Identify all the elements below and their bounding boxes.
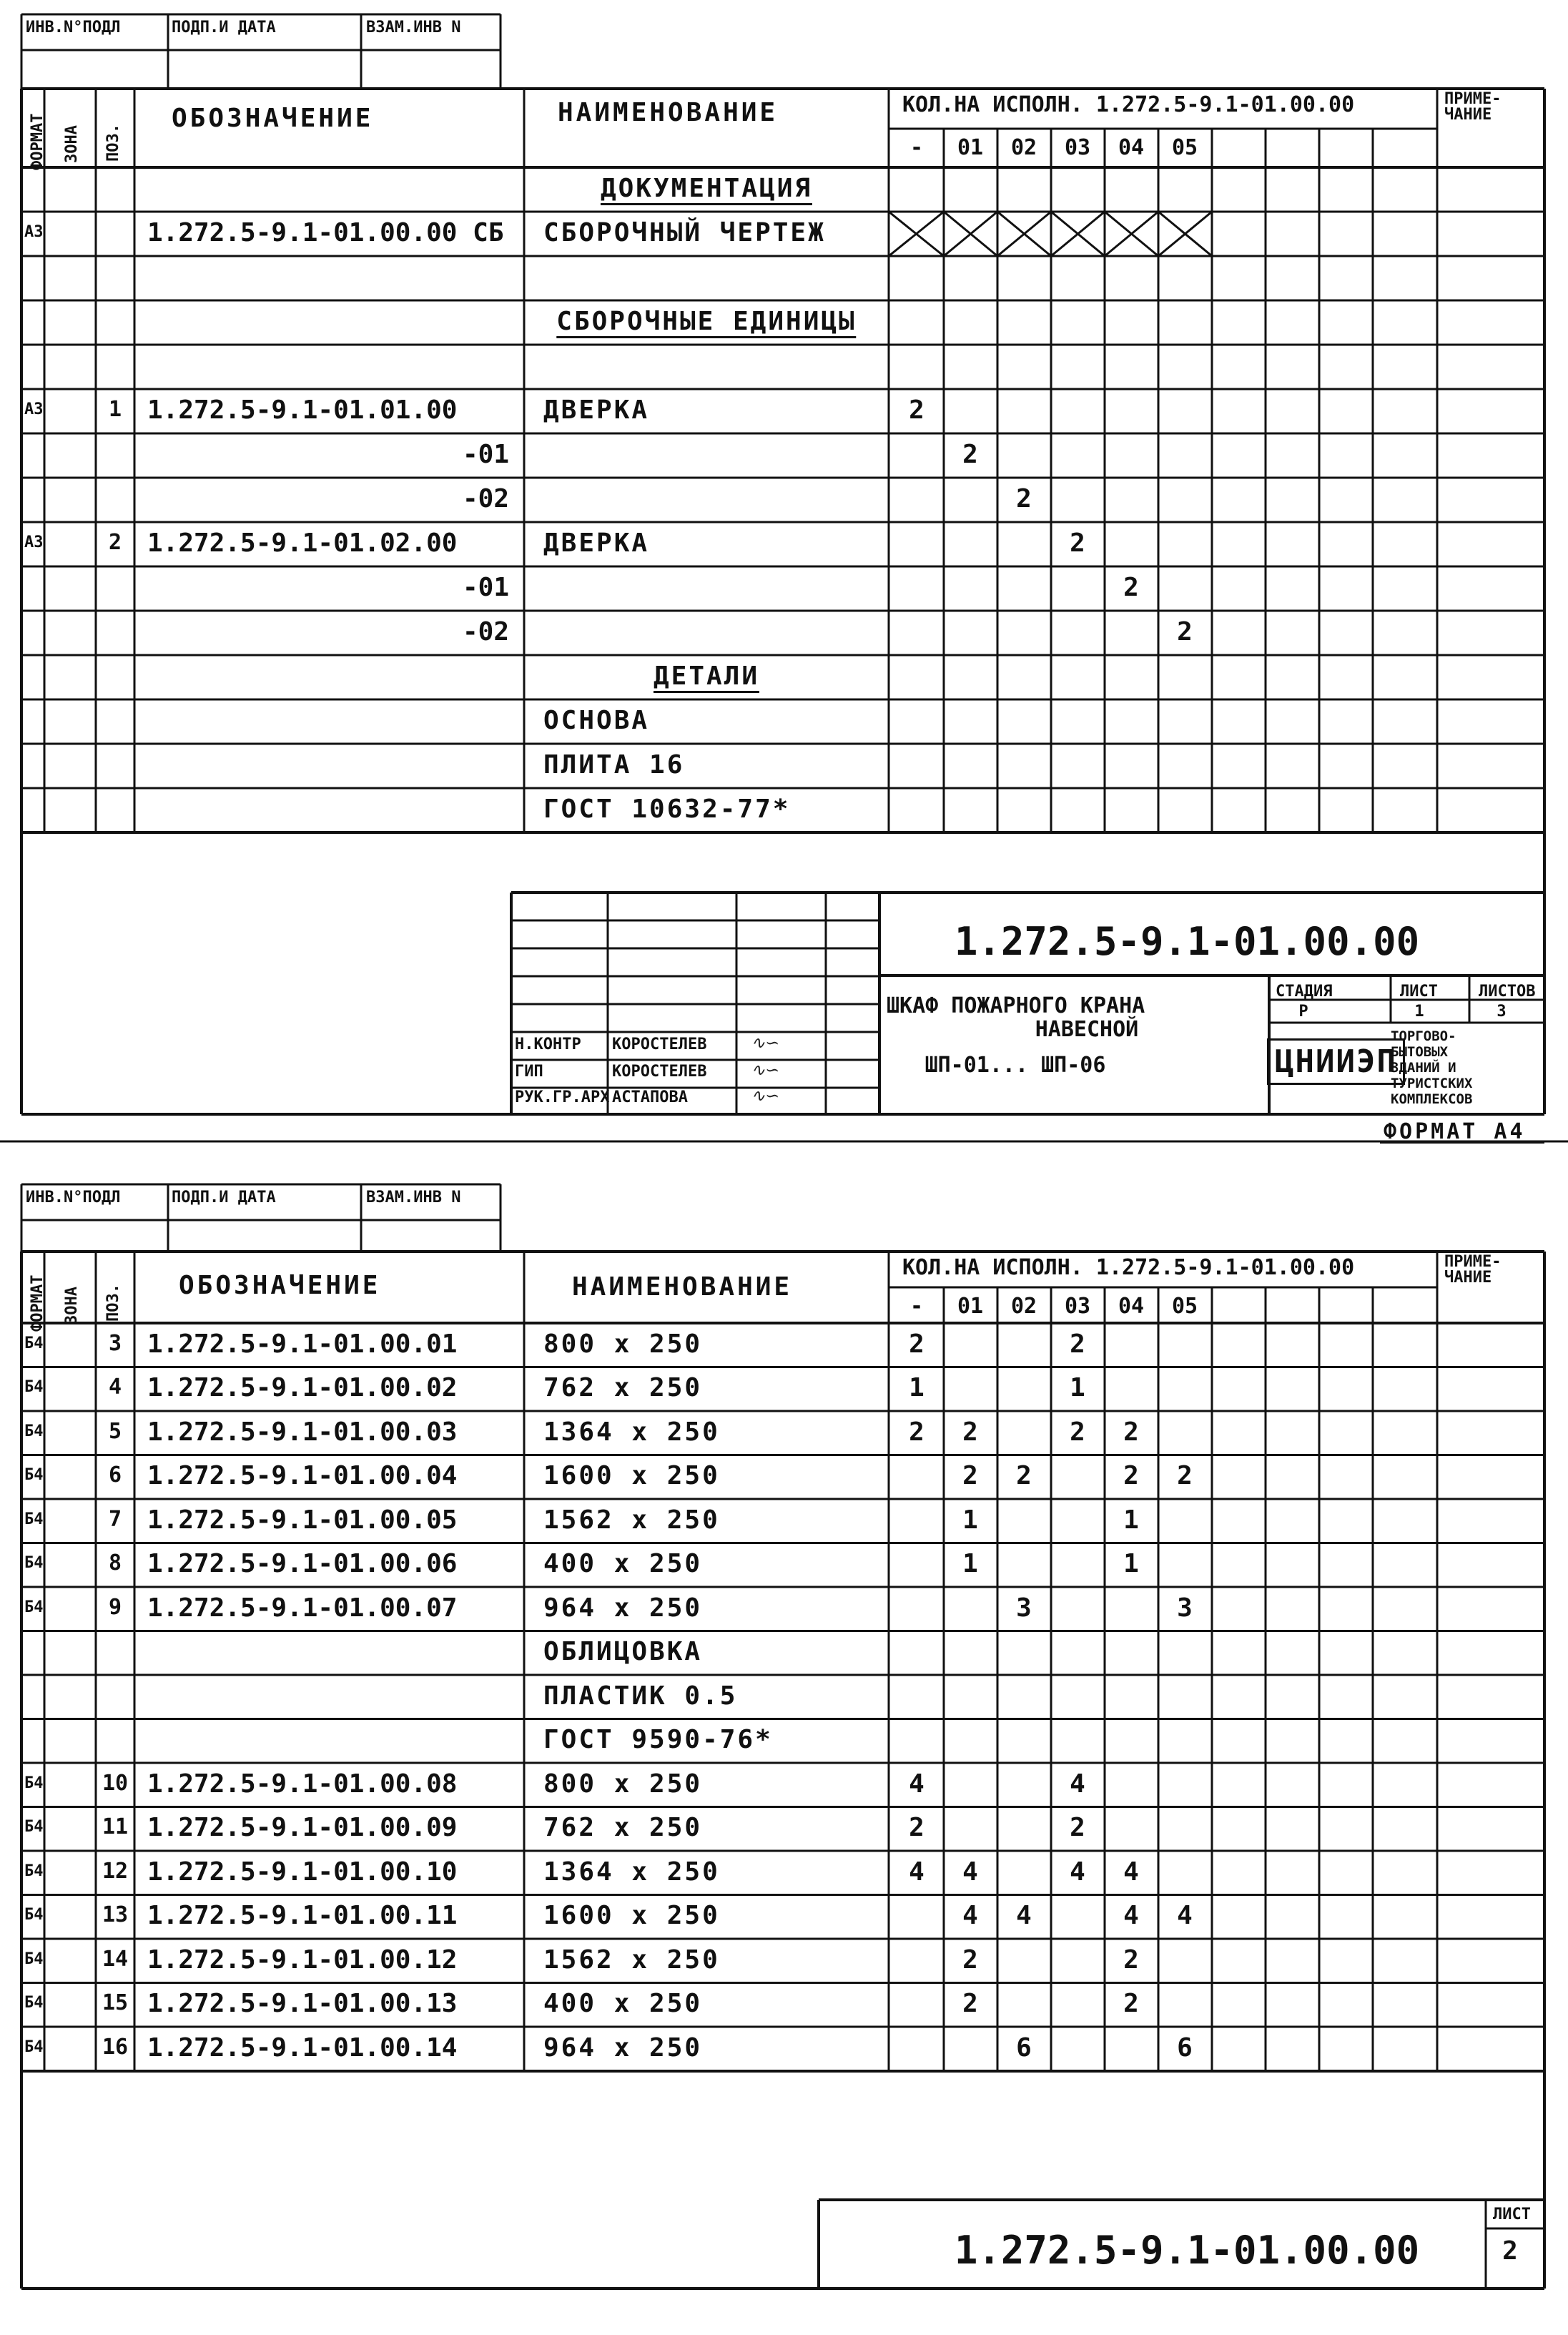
pos-cell: 16 bbox=[102, 2035, 129, 2060]
variant-header-2: 02 bbox=[1010, 135, 1037, 160]
org-logo: ЦНИИЭП bbox=[1267, 1038, 1405, 1085]
designation-cell: 1.272.5-9.1-01.00.04 bbox=[147, 1461, 458, 1490]
stage-value: Р bbox=[1298, 1003, 1308, 1021]
name-cell: 964 x 250 bbox=[543, 2033, 703, 2063]
qty-cell: 4 bbox=[909, 1857, 924, 1887]
name-cell: ОСНОВА bbox=[543, 706, 650, 735]
pos-cell: 9 bbox=[108, 1595, 122, 1620]
designation-cell: 1.272.5-9.1-01.00.03 bbox=[147, 1417, 458, 1447]
name-cell: 1562 x 250 bbox=[543, 1505, 720, 1535]
qty-cell: 4 bbox=[962, 1857, 978, 1887]
stage-label: СТАДИЯ bbox=[1276, 983, 1333, 1001]
qty-cell: 2 bbox=[962, 1417, 978, 1447]
format-cell: Б4 bbox=[24, 1906, 44, 1924]
pos-cell: 7 bbox=[108, 1507, 122, 1532]
qty-cell: 3 bbox=[1177, 1593, 1193, 1623]
qty-cell: 4 bbox=[1123, 1901, 1139, 1930]
qty-cell: 4 bbox=[1123, 1857, 1139, 1887]
qty-cell: 4 bbox=[1070, 1769, 1085, 1799]
org-name-line: ТОРГОВО- bbox=[1391, 1028, 1456, 1044]
qty-cell: 1 bbox=[909, 1373, 924, 1402]
qty-cell: 2 bbox=[1123, 573, 1139, 602]
sheets-value: 3 bbox=[1496, 1003, 1507, 1021]
name-cell: ДОКУМЕНТАЦИЯ bbox=[601, 176, 812, 205]
format-cell: Б4 bbox=[24, 1774, 44, 1792]
sign-date-label: ПОДП.И ДАТА bbox=[172, 19, 276, 36]
sign-date-label: ПОДП.И ДАТА bbox=[172, 1189, 276, 1206]
pos-cell: 2 bbox=[108, 530, 122, 555]
variant-header-4: 04 bbox=[1118, 135, 1145, 160]
designation-cell: 1.272.5-9.1-01.02.00 bbox=[147, 529, 458, 558]
org-name-line: ЗДАНИЙ И bbox=[1391, 1060, 1456, 1076]
qty-cell: 2 bbox=[1016, 484, 1032, 513]
designation-cell: 1.272.5-9.1-01.00.07 bbox=[147, 1593, 458, 1623]
note-header: ПРИМЕ-ЧАНИЕ bbox=[1444, 1253, 1502, 1287]
qty-cell: 2 bbox=[962, 1461, 978, 1490]
pos-cell: 4 bbox=[108, 1375, 122, 1400]
qty-cell: 2 bbox=[1123, 1417, 1139, 1447]
pos-cell: 10 bbox=[102, 1771, 129, 1796]
qty-cell: 2 bbox=[1070, 529, 1085, 558]
qty-cell: 2 bbox=[1016, 1461, 1032, 1490]
zone-header: ЗОНА bbox=[63, 125, 81, 163]
format-cell: Б4 bbox=[24, 1994, 44, 2012]
designation-cell: 1.272.5-9.1-01.00.05 bbox=[147, 1505, 458, 1535]
qty-cell: 2 bbox=[1177, 1461, 1193, 1490]
qty-header: КОЛ.НА ИСПОЛН. 1.272.5-9.1-01.00.00 bbox=[902, 92, 1355, 117]
name-cell: 400 x 250 bbox=[543, 1549, 703, 1578]
role-person: КОРОСТЕЛЕВ bbox=[612, 1036, 707, 1053]
sheet-label: ЛИСТ bbox=[1493, 2206, 1531, 2223]
pos-cell: 15 bbox=[102, 1990, 129, 2015]
pos-cell: 14 bbox=[102, 1947, 129, 1972]
replace-label: ВЗАМ.ИНВ N bbox=[366, 1189, 461, 1206]
title-line-3: ШП-01... ШП-06 bbox=[924, 1053, 1106, 1078]
name-header: НАИМЕНОВАНИЕ bbox=[558, 98, 779, 127]
format-cell: А3 bbox=[24, 223, 44, 241]
name-cell: 1364 x 250 bbox=[543, 1857, 720, 1887]
variant-header-0: - bbox=[909, 1294, 924, 1319]
designation-cell: 1.272.5-9.1-01.00.10 bbox=[147, 1857, 458, 1887]
replace-label: ВЗАМ.ИНВ N bbox=[366, 19, 461, 36]
note-header: ПРИМЕ-ЧАНИЕ bbox=[1444, 90, 1502, 124]
format-cell: Б4 bbox=[24, 1422, 44, 1440]
pos-cell: 11 bbox=[102, 1814, 129, 1839]
role-person: КОРОСТЕЛЕВ bbox=[612, 1063, 707, 1081]
role-label: ГИП bbox=[515, 1063, 543, 1081]
qty-cell: 2 bbox=[1123, 1461, 1139, 1490]
format-cell: Б4 bbox=[24, 1554, 44, 1572]
cross-mark bbox=[889, 212, 944, 256]
qty-cell: 1 bbox=[1123, 1505, 1139, 1535]
variant-header-5: 05 bbox=[1171, 1294, 1198, 1319]
qty-cell: 2 bbox=[1123, 1989, 1139, 2018]
name-cell: 800 x 250 bbox=[543, 1769, 703, 1799]
designation-cell: -01 bbox=[462, 440, 509, 469]
qty-cell: 2 bbox=[909, 1813, 924, 1842]
variant-header-1: 01 bbox=[957, 135, 984, 160]
qty-cell: 3 bbox=[1016, 1593, 1032, 1623]
cross-mark bbox=[1158, 212, 1212, 256]
pos-cell: 3 bbox=[108, 1331, 122, 1356]
designation-cell: 1.272.5-9.1-01.00.13 bbox=[147, 1989, 458, 2018]
name-cell: ДВЕРКА bbox=[543, 395, 650, 425]
name-cell: 1562 x 250 bbox=[543, 1945, 720, 1975]
title-line-1: ШКАФ ПОЖАРНОГО КРАНА bbox=[887, 993, 1145, 1018]
zone-header: ЗОНА bbox=[63, 1287, 81, 1324]
designation-cell: 1.272.5-9.1-01.00.14 bbox=[147, 2033, 458, 2063]
cross-mark bbox=[997, 212, 1051, 256]
designation-cell: 1.272.5-9.1-01.00.02 bbox=[147, 1373, 458, 1402]
pos-header: ПОЗ. bbox=[104, 1284, 122, 1322]
role-label: Н.КОНТР bbox=[515, 1036, 581, 1053]
format-cell: А3 bbox=[24, 400, 44, 418]
pos-cell: 12 bbox=[102, 1859, 129, 1884]
designation-cell: 1.272.5-9.1-01.01.00 bbox=[147, 395, 458, 425]
title-line-2: НАВЕСНОЙ bbox=[1035, 1017, 1139, 1042]
pos-cell: 5 bbox=[108, 1419, 122, 1444]
designation-cell: 1.272.5-9.1-01.00.00 СБ bbox=[147, 218, 504, 247]
name-cell: 400 x 250 bbox=[543, 1989, 703, 2018]
format-label: ФОРМАТ А4 bbox=[1384, 1119, 1526, 1144]
qty-cell: 4 bbox=[962, 1901, 978, 1930]
designation-cell: 1.272.5-9.1-01.00.06 bbox=[147, 1549, 458, 1578]
designation-cell: -02 bbox=[462, 484, 509, 513]
pos-header: ПОЗ. bbox=[104, 124, 122, 162]
name-cell: СБОРОЧНЫЕ ЕДИНИЦЫ bbox=[556, 309, 856, 338]
signature: ∿∽ bbox=[751, 1033, 780, 1053]
sheets-label: ЛИСТОВ bbox=[1479, 983, 1536, 1001]
cross-mark bbox=[1051, 212, 1105, 256]
name-cell: 800 x 250 bbox=[543, 1329, 703, 1359]
designation-cell: -01 bbox=[462, 573, 509, 602]
qty-cell: 1 bbox=[1070, 1373, 1085, 1402]
designation-cell: 1.272.5-9.1-01.00.08 bbox=[147, 1769, 458, 1799]
designation-cell: 1.272.5-9.1-01.00.01 bbox=[147, 1329, 458, 1359]
designation-cell: 1.272.5-9.1-01.00.09 bbox=[147, 1813, 458, 1842]
name-cell: ГОСТ 10632-77* bbox=[543, 795, 791, 824]
qty-cell: 1 bbox=[962, 1549, 978, 1578]
name-cell: ГОСТ 9590-76* bbox=[543, 1725, 773, 1754]
variant-header-3: 03 bbox=[1064, 1294, 1091, 1319]
name-cell: 762 x 250 bbox=[543, 1813, 703, 1842]
qty-cell: 4 bbox=[1016, 1901, 1032, 1930]
pos-cell: 1 bbox=[108, 397, 122, 422]
spec-sheet-2 bbox=[0, 1173, 1568, 2335]
variant-header-1: 01 bbox=[957, 1294, 984, 1319]
name-cell: ДВЕРКА bbox=[543, 529, 650, 558]
format-cell: Б4 bbox=[24, 1598, 44, 1616]
format-cell: Б4 bbox=[24, 1466, 44, 1484]
variant-header-5: 05 bbox=[1171, 135, 1198, 160]
designation-cell: 1.272.5-9.1-01.00.11 bbox=[147, 1901, 458, 1930]
format-cell: А3 bbox=[24, 534, 44, 551]
qty-cell: 2 bbox=[962, 440, 978, 469]
qty-cell: 2 bbox=[909, 395, 924, 425]
qty-cell: 2 bbox=[962, 1989, 978, 2018]
designation-cell: 1.272.5-9.1-01.00.12 bbox=[147, 1945, 458, 1975]
name-cell: ПЛИТА 16 bbox=[543, 750, 685, 780]
qty-cell: 2 bbox=[909, 1329, 924, 1359]
format-cell: Б4 bbox=[24, 2038, 44, 2056]
format-cell: Б4 bbox=[24, 1950, 44, 1968]
variant-header-2: 02 bbox=[1010, 1294, 1037, 1319]
org-name-line: БЫТОВЫХ bbox=[1391, 1044, 1449, 1060]
variant-header-3: 03 bbox=[1064, 135, 1091, 160]
qty-cell: 2 bbox=[909, 1417, 924, 1447]
inv-label: ИНВ.N°ПОДЛ bbox=[26, 1189, 121, 1206]
format-cell: Б4 bbox=[24, 1818, 44, 1836]
role-person: АСТАПОВА bbox=[612, 1088, 688, 1106]
signature: ∿∽ bbox=[751, 1060, 780, 1080]
qty-cell: 6 bbox=[1016, 2033, 1032, 2063]
variant-header-0: - bbox=[909, 135, 924, 160]
format-cell: Б4 bbox=[24, 1510, 44, 1528]
qty-cell: 6 bbox=[1177, 2033, 1193, 2063]
name-cell: ОБЛИЦОВКА bbox=[543, 1637, 703, 1666]
designation-cell: -02 bbox=[462, 617, 509, 647]
format-cell: Б4 bbox=[24, 1334, 44, 1352]
role-label: РУК.ГР.АРХ bbox=[515, 1088, 610, 1106]
qty-cell: 1 bbox=[1123, 1549, 1139, 1578]
name-cell: 1600 x 250 bbox=[543, 1461, 720, 1490]
format-cell: Б4 bbox=[24, 1378, 44, 1396]
name-cell: 762 x 250 bbox=[543, 1373, 703, 1402]
qty-cell: 2 bbox=[1070, 1417, 1085, 1447]
designation-header: ОБОЗНАЧЕНИЕ bbox=[172, 104, 374, 133]
cross-mark bbox=[944, 212, 997, 256]
format-header: ФОРМАТ bbox=[29, 1274, 46, 1332]
designation-header: ОБОЗНАЧЕНИЕ bbox=[179, 1271, 381, 1300]
doc-number: 1.272.5-9.1-01.00.00 bbox=[954, 919, 1420, 964]
qty-cell: 2 bbox=[1177, 617, 1193, 647]
name-header: НАИМЕНОВАНИЕ bbox=[572, 1272, 793, 1302]
sheet-label: ЛИСТ bbox=[1400, 983, 1438, 1001]
org-name-line: КОМПЛЕКСОВ bbox=[1391, 1091, 1473, 1107]
pos-cell: 6 bbox=[108, 1463, 122, 1488]
signature: ∿∽ bbox=[751, 1086, 780, 1106]
cross-mark bbox=[1105, 212, 1158, 256]
qty-cell: 2 bbox=[1070, 1813, 1085, 1842]
name-cell: 1364 x 250 bbox=[543, 1417, 720, 1447]
qty-cell: 4 bbox=[1070, 1857, 1085, 1887]
pos-cell: 8 bbox=[108, 1550, 122, 1575]
format-cell: Б4 bbox=[24, 1862, 44, 1880]
name-cell: ДЕТАЛИ bbox=[654, 664, 759, 693]
inv-label: ИНВ.N°ПОДЛ bbox=[26, 19, 121, 36]
name-cell: ПЛАСТИК 0.5 bbox=[543, 1681, 738, 1711]
pos-cell: 13 bbox=[102, 1902, 129, 1927]
qty-cell: 2 bbox=[1070, 1329, 1085, 1359]
qty-cell: 1 bbox=[962, 1505, 978, 1535]
doc-number: 1.272.5-9.1-01.00.00 bbox=[954, 2228, 1420, 2273]
qty-cell: 2 bbox=[962, 1945, 978, 1975]
variant-header-4: 04 bbox=[1118, 1294, 1145, 1319]
name-cell: 964 x 250 bbox=[543, 1593, 703, 1623]
qty-cell: 2 bbox=[1123, 1945, 1139, 1975]
format-header: ФОРМАТ bbox=[29, 113, 46, 170]
name-cell: СБОРОЧНЫЙ ЧЕРТЕЖ bbox=[543, 218, 826, 247]
qty-cell: 4 bbox=[1177, 1901, 1193, 1930]
org-name-line: ТУРИСТСКИХ bbox=[1391, 1076, 1473, 1091]
qty-header: КОЛ.НА ИСПОЛН. 1.272.5-9.1-01.00.00 bbox=[902, 1255, 1355, 1280]
sheet-value: 1 bbox=[1414, 1003, 1424, 1021]
sheet-value: 2 bbox=[1502, 2236, 1518, 2266]
name-cell: 1600 x 250 bbox=[543, 1901, 720, 1930]
qty-cell: 4 bbox=[909, 1769, 924, 1799]
